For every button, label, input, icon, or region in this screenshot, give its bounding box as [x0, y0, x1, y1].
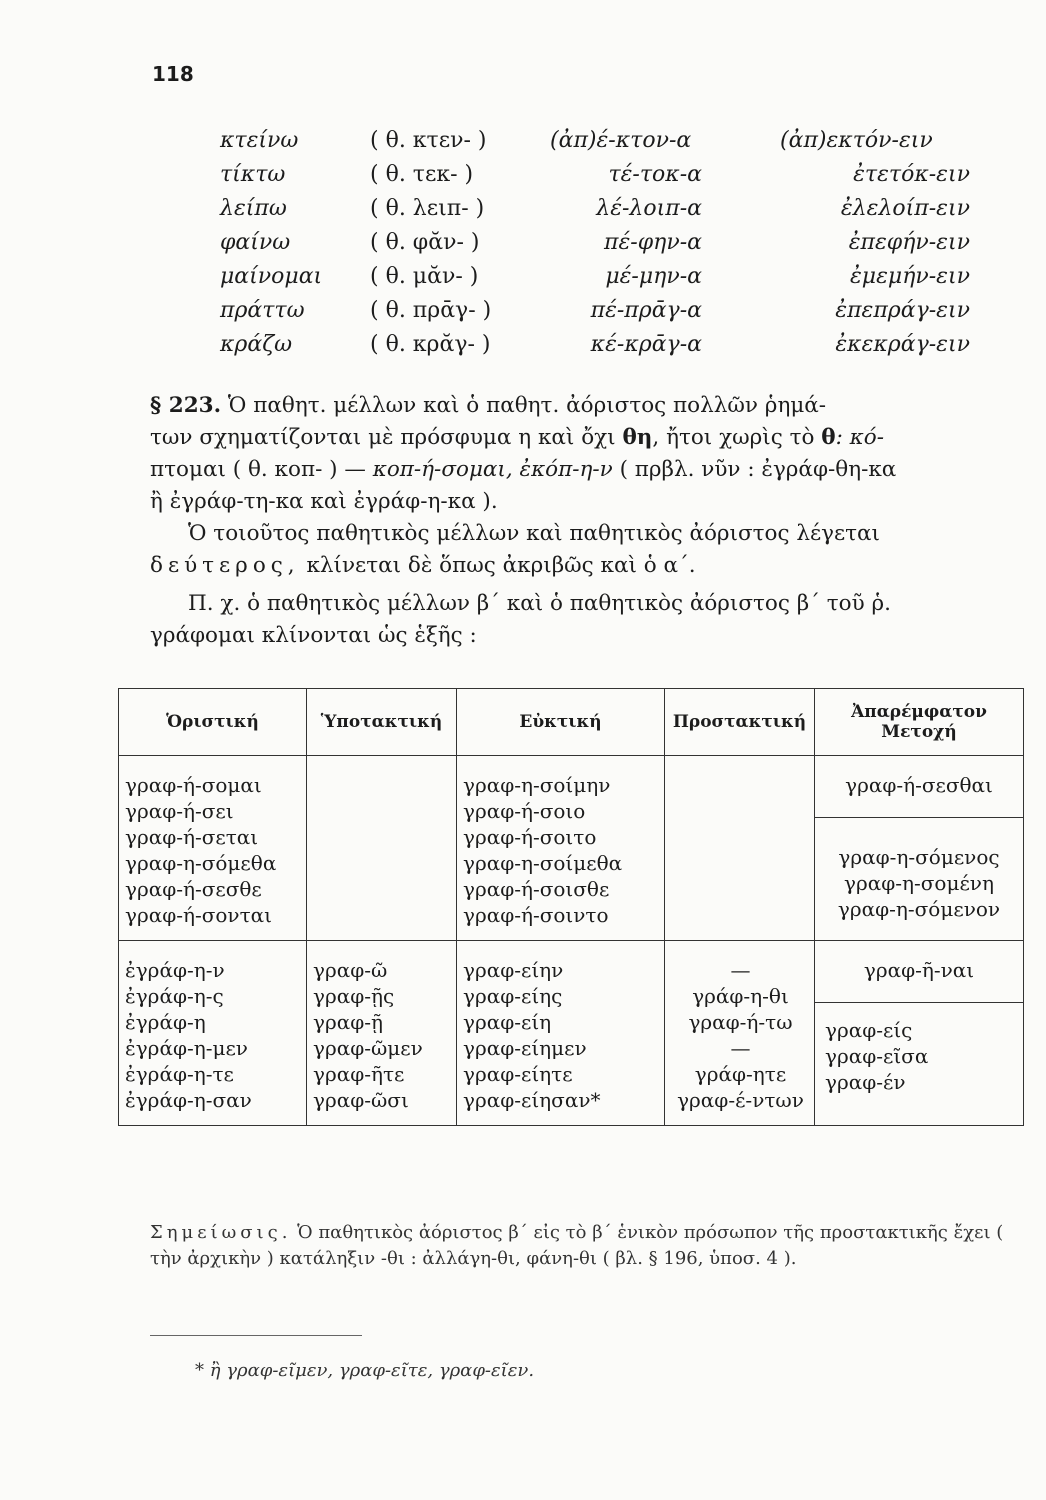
conjugation-table [118, 688, 1024, 1126]
form: γραφ-ή-σομαι [125, 773, 262, 797]
verb-perfect: κέ-κρᾱγ-α [590, 332, 702, 357]
future-infinitive-participle-cell [815, 756, 1024, 941]
verb-pluperfect: ἐκεκράγ-ειν [835, 332, 970, 357]
form: γράφ-η-θι [692, 984, 789, 1008]
verb-perfect: μέ-μην-α [605, 264, 702, 289]
form: γραφ-η-σόμεθα [125, 851, 277, 875]
paragraph-text: γράφομαι κλίνονται ὡς ἑξῆς : [150, 623, 477, 648]
form: γραφ-ῇς [313, 984, 395, 1008]
verb-row [220, 298, 1000, 332]
verb-pluperfect: ἐλελοίπ-ειν [840, 196, 970, 221]
section-text: ἢ ἐγράφ-τη-κα καὶ ἐγράφ-η-κα ). [150, 489, 498, 514]
verb-row [220, 162, 1000, 196]
paragraph-text: κλίνεται δὲ ὅπως ἀκριβῶς καὶ ὁ α΄. [299, 553, 696, 578]
verb-pluperfect: (ἀπ)εκτόν-ειν [780, 128, 933, 153]
verb-perfect: τέ-τοκ-α [608, 162, 702, 187]
form: γραφ-η-σομένη [844, 871, 994, 895]
verb-present: φαίνω [220, 230, 291, 255]
verb-perfect: πέ-φην-α [604, 230, 702, 255]
verb-present: κτείνω [220, 128, 299, 153]
verb-row [220, 196, 1000, 230]
verb-perfect: πέ-πρᾱγ-α [590, 298, 702, 323]
verb-row [220, 332, 1000, 366]
section-text: πτομαι ( θ. κοπ- ) — [150, 457, 373, 482]
form: ἐγράφ-η-ν [125, 958, 225, 982]
footnote-divider [150, 1335, 362, 1336]
verb-perfect: λέ-λοιπ-α [596, 196, 702, 221]
section-emphasis: θ [821, 425, 836, 450]
verb-present: πράττω [220, 298, 305, 323]
form: γραφ-εῖσα [825, 1044, 929, 1068]
future-optative-cell [457, 756, 665, 941]
verb-pluperfect: ἐτετόκ-ειν [853, 162, 970, 187]
section-223 [150, 390, 1022, 652]
note-text: Ὁ παθητικὸς ἀόριστος β΄ εἰς τὸ β΄ ἑνικὸν πρόσωπον τῆς προστακτικῆς ἔχει ( τὴν ἀρχικὴν ) κατάληξιν -θι : ἀλλάγη-θι, φάνη-θι ( βλ. § 196, ὑποσ. 4 ). [150, 1222, 1004, 1269]
table-header-row [119, 689, 1024, 756]
section-text: ( πρβλ. νῦν : ἐγράφ-θη-κα [612, 457, 897, 482]
perfect-verb-list [220, 128, 1000, 366]
note-label: Σημείωσις. [150, 1222, 292, 1243]
form: ἐγράφ-η-τε [125, 1062, 234, 1086]
form: — [730, 1036, 751, 1060]
future-infinitive: γραφ-ή-σεσθαι [815, 756, 1023, 818]
form: γραφ-ή-σοιντο [463, 903, 609, 927]
aorist-subjunctive-cell [307, 941, 457, 1126]
section-example: κοπ-ή-σομαι, ἐκόπ-η-ν [372, 457, 613, 482]
section-text: των σχηματίζονται μὲ πρόσφυμα η καὶ ὄχι [150, 425, 623, 450]
form: γραφ-ῶσι [313, 1088, 409, 1112]
header-subjunctive: Ὑποτακτική [307, 689, 457, 756]
future-imperative-cell [665, 756, 815, 941]
header-infinitive-participle: Ἀπαρέμφατον Μετοχή [815, 689, 1024, 756]
form: γραφ-έν [825, 1070, 906, 1094]
aorist-infinitive: γραφ-ῆ-ναι [815, 941, 1023, 1003]
table-row-future [119, 756, 1024, 941]
form: γραφ-ῇ [313, 1010, 383, 1034]
form: γραφ-είην [463, 958, 564, 982]
aorist-indicative-cell [119, 941, 307, 1126]
verb-present: λείπω [220, 196, 287, 221]
verb-present: τίκτω [220, 162, 286, 187]
aorist-optative-cell [457, 941, 665, 1126]
verb-stem: ( θ. κτεν- ) [370, 128, 487, 153]
form: γραφ-είημεν [463, 1036, 587, 1060]
section-emphasis: θη [622, 425, 653, 450]
verb-stem: ( θ. τεκ- ) [370, 162, 474, 187]
verb-stem: ( θ. κρᾰγ- ) [370, 332, 491, 357]
form: ἐγράφ-η-ς [125, 984, 224, 1008]
form: γραφ-ῆτε [313, 1062, 405, 1086]
future-subjunctive-cell [307, 756, 457, 941]
aorist-participle [815, 1003, 1023, 1095]
aorist-imperative-cell [665, 941, 815, 1126]
verb-row [220, 264, 1000, 298]
verb-pluperfect: ἐπεφήν-ειν [848, 230, 970, 255]
future-participle [815, 818, 1023, 922]
verb-stem: ( θ. μᾰν- ) [370, 264, 479, 289]
term-deuteros: δεύτερος, [150, 553, 300, 578]
paragraph-text: Ὁ τοιοῦτος παθητικὸς μέλλων καὶ παθητικὸς ἀόριστος λέγεται [188, 521, 880, 546]
form: ἐγράφ-η-μεν [125, 1036, 248, 1060]
page-number: 118 [152, 62, 194, 86]
verb-present: κράζω [220, 332, 293, 357]
form: γραφ-ή-σεσθε [125, 877, 262, 901]
future-indicative-cell [119, 756, 307, 941]
verb-present: μαίνομαι [220, 264, 323, 289]
form: γραφ-η-σόμενον [837, 897, 1001, 921]
form: ἐγράφ-η-σαν [125, 1088, 252, 1112]
form: γραφ-ή-τω [688, 1010, 793, 1034]
verb-perfect: (ἀπ)έ-κτον-α [550, 128, 692, 153]
paragraph-text: Π. χ. ὁ παθητικὸς μέλλων β΄ καὶ ὁ παθητικὸς ἀόριστος β΄ τοῦ ῥ. [188, 591, 891, 616]
form: γραφ-ή-σει [125, 799, 234, 823]
verb-stem: ( θ. λειπ- ) [370, 196, 485, 221]
form: — [730, 958, 751, 982]
form: γραφ-ή-σονται [125, 903, 272, 927]
form: γραφ-ή-σεται [125, 825, 259, 849]
table-row-aorist [119, 941, 1024, 1126]
form: γραφ-είητε [463, 1062, 573, 1086]
header-indicative: Ὁριστική [119, 689, 307, 756]
header-imperative: Προστακτική [665, 689, 815, 756]
form: γράφ-ητε [694, 1062, 787, 1086]
form: ἐγράφ-η [125, 1010, 206, 1034]
verb-row [220, 230, 1000, 264]
form: γραφ-είησαν* [463, 1088, 601, 1112]
form: γραφ-ῶμεν [313, 1036, 423, 1060]
form: γραφ-η-σόμενος [838, 845, 1000, 869]
form: γραφ-έ-ντων [677, 1088, 804, 1112]
verb-pluperfect: ἐμεμήν-ειν [849, 264, 970, 289]
verb-stem: ( θ. φᾰν- ) [370, 230, 480, 255]
verb-row [220, 128, 1000, 162]
form: γραφ-η-σοίμην [463, 773, 611, 797]
aorist-infinitive-participle-cell [815, 941, 1024, 1126]
form: γραφ-είη [463, 1010, 552, 1034]
form: γραφ-ή-σοιτο [463, 825, 597, 849]
section-text: , ἤτοι χωρὶς τὸ [652, 425, 822, 450]
section-number: § 223. [150, 393, 222, 418]
form: γραφ-ῶ [313, 958, 388, 982]
form: γραφ-είης [463, 984, 563, 1008]
verb-pluperfect: ἐπεπράγ-ειν [835, 298, 970, 323]
verb-stem: ( θ. πρᾱγ- ) [370, 298, 492, 323]
note-semeiosis [150, 1220, 1022, 1272]
section-text: Ὁ παθητ. μέλλων καὶ ὁ παθητ. ἀόριστος πολλῶν ῥημά- [221, 393, 827, 418]
footnote: * ἢ γραφ-εῖμεν, γραφ-εῖτε, γραφ-εῖεν. [195, 1360, 535, 1381]
form: γραφ-ή-σοισθε [463, 877, 610, 901]
form: γραφ-η-σοίμεθα [463, 851, 623, 875]
form: γραφ-είς [825, 1018, 913, 1042]
form: γραφ-ή-σοιο [463, 799, 586, 823]
section-text: : κό- [835, 425, 884, 450]
header-optative: Εὐκτική [457, 689, 665, 756]
